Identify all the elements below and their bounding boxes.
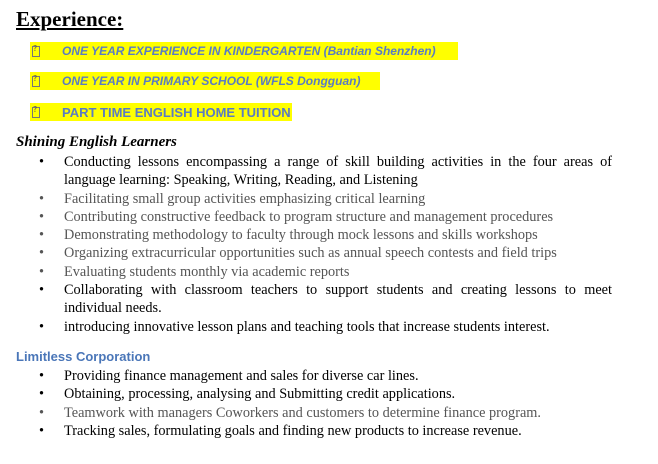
company-shining-english: Shining English Learners [16, 134, 177, 150]
missing-glyph-icon [32, 107, 40, 118]
list-item: • Evaluating students monthly via academic reports [0, 263, 640, 281]
highlight-row-primary-school [30, 72, 360, 90]
list-item: • Teamwork with managers Coworkers and customers to determine finance program. [0, 404, 640, 422]
list-item: • introducing innovative lesson plans and teaching tools that increase students interest. [0, 318, 640, 336]
missing-glyph-icon [32, 46, 40, 57]
list-item: • Demonstrating methodology to faculty through mock lessons and skills workshops [0, 226, 640, 244]
experience-heading: Experience: [16, 7, 124, 31]
list-item: • Conducting lessons encompassing a range of skill building activities in the four areas of language learning: Speaking, Writing, Reading, and Listening [0, 153, 640, 190]
list-item: • Obtaining, processing, analysing and Submitting credit applications. [0, 385, 640, 403]
highlight-text: ONE YEAR EXPERIENCE IN KINDERGARTEN (Bantian Shenzhen) [62, 44, 436, 58]
highlight-row-home-tuition [30, 103, 291, 121]
highlight-text: PART TIME ENGLISH HOME TUITION [62, 104, 291, 120]
list-item: • Providing finance management and sales for diverse car lines. [0, 367, 640, 385]
list-item: • Contributing constructive feedback to program structure and management procedures [0, 208, 640, 226]
list-item: • Collaborating with classroom teachers to support students and creating lessons to meet individual needs. [0, 281, 640, 318]
list-item: • Facilitating small group activities emphasizing critical learning [0, 190, 640, 208]
highlight-row-kindergarten [30, 42, 436, 60]
highlight-text: ONE YEAR IN PRIMARY SCHOOL (WFLS Dongguan) [62, 74, 361, 88]
company-limitless: Limitless Corporation [16, 349, 151, 364]
duties-list-limitless [0, 367, 640, 440]
missing-glyph-icon [32, 76, 40, 87]
duties-list-shining [0, 153, 640, 336]
list-item: • Tracking sales, formulating goals and finding new products to increase revenue. [0, 422, 640, 440]
list-item: • Organizing extracurricular opportunities such as annual speech contests and field trips [0, 244, 640, 262]
